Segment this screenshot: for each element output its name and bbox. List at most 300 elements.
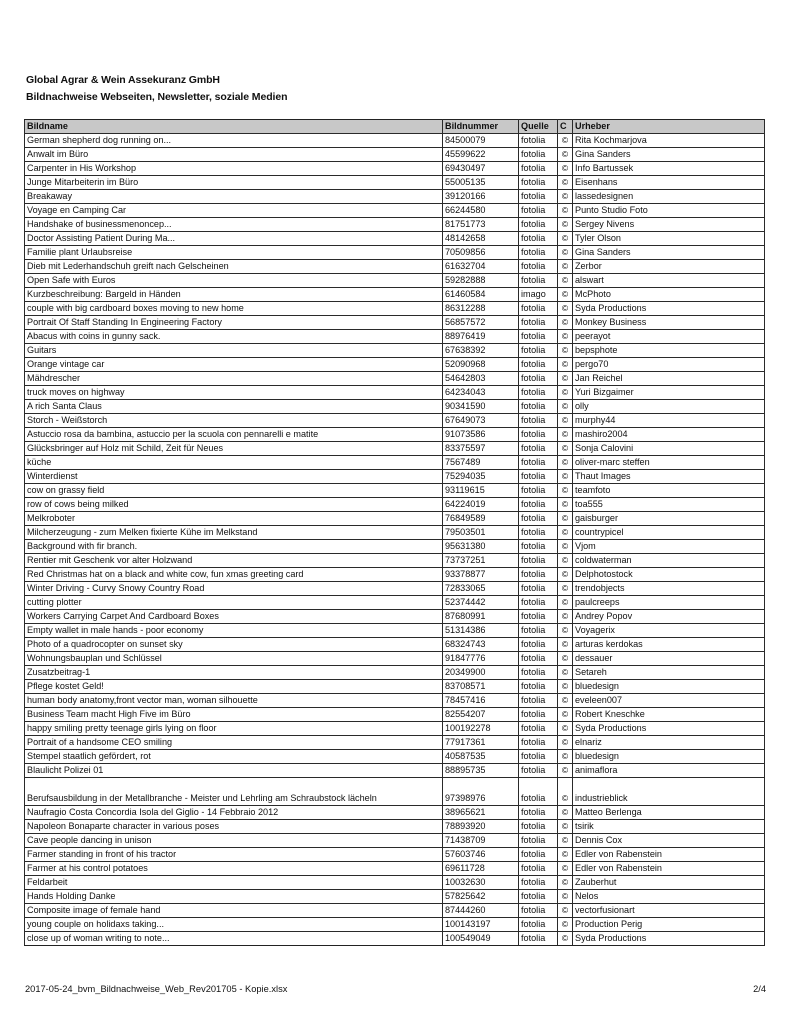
- copyright-icon: ©: [558, 498, 573, 512]
- cell-quelle: fotolia: [519, 330, 558, 344]
- copyright-icon: ©: [558, 260, 573, 274]
- copyright-icon: ©: [558, 806, 573, 820]
- cell-bildnummer: 73737251: [443, 554, 519, 568]
- cell-quelle: fotolia: [519, 302, 558, 316]
- copyright-icon: ©: [558, 820, 573, 834]
- copyright-icon: ©: [558, 484, 573, 498]
- cell-bildname: Hands Holding Danke: [25, 890, 443, 904]
- cell-quelle: fotolia: [519, 722, 558, 736]
- table-row: [25, 400, 765, 414]
- cell-bildname: Voyage en Camping Car: [25, 204, 443, 218]
- table-row: [25, 288, 765, 302]
- table-row: [25, 722, 765, 736]
- cell-urheber: teamfoto: [573, 484, 765, 498]
- cell-urheber: Sonja Calovini: [573, 442, 765, 456]
- table-row: [25, 932, 765, 946]
- cell-bildnummer: 100549049: [443, 932, 519, 946]
- cell-urheber: Nelos: [573, 890, 765, 904]
- copyright-icon: ©: [558, 190, 573, 204]
- cell-bildnummer: 67638392: [443, 344, 519, 358]
- cell-urheber: murphy44: [573, 414, 765, 428]
- copyright-icon: ©: [558, 204, 573, 218]
- cell-bildname: Junge Mitarbeiterin im Büro: [25, 176, 443, 190]
- cell-bildnummer: 10032630: [443, 876, 519, 890]
- cell-bildname: Red Christmas hat on a black and white cow, fun xmas greeting card: [25, 568, 443, 582]
- table-row: [25, 358, 765, 372]
- table-row: [25, 876, 765, 890]
- cell-bildname: Zusatzbeitrag-1: [25, 666, 443, 680]
- copyright-icon: ©: [558, 274, 573, 288]
- cell-bildnummer: 83375597: [443, 442, 519, 456]
- table-row: [25, 386, 765, 400]
- column-header-urheber: Urheber: [573, 120, 765, 134]
- copyright-icon: ©: [558, 232, 573, 246]
- table-row: [25, 806, 765, 820]
- cell-bildname: Stempel staatlich gefördert, rot: [25, 750, 443, 764]
- copyright-icon: ©: [558, 918, 573, 932]
- cell-urheber: vectorfusionart: [573, 904, 765, 918]
- cell-bildnummer: 100192278: [443, 722, 519, 736]
- copyright-icon: ©: [558, 862, 573, 876]
- cell-bildnummer: 78893920: [443, 820, 519, 834]
- cell-urheber: Zauberhut: [573, 876, 765, 890]
- cell-bildnummer: 59282888: [443, 274, 519, 288]
- cell-urheber: Matteo Berlenga: [573, 806, 765, 820]
- copyright-icon: ©: [558, 358, 573, 372]
- copyright-icon: ©: [558, 736, 573, 750]
- cell-quelle: fotolia: [519, 890, 558, 904]
- cell-quelle: fotolia: [519, 750, 558, 764]
- cell-bildname: Empty wallet in male hands - poor economy: [25, 624, 443, 638]
- copyright-icon: ©: [558, 428, 573, 442]
- cell-quelle: fotolia: [519, 344, 558, 358]
- cell-bildnummer: 77917361: [443, 736, 519, 750]
- copyright-icon: ©: [558, 876, 573, 890]
- cell-bildnummer: 91073586: [443, 428, 519, 442]
- cell-bildname: Dieb mit Lederhandschuh greift nach Gelscheinen: [25, 260, 443, 274]
- table-row: [25, 736, 765, 750]
- cell-quelle: fotolia: [519, 694, 558, 708]
- cell-urheber: paulcreeps: [573, 596, 765, 610]
- cell-urheber: Eisenhans: [573, 176, 765, 190]
- cell-bildname: Napoleon Bonaparte character in various poses: [25, 820, 443, 834]
- copyright-icon: ©: [558, 218, 573, 232]
- copyright-icon: ©: [558, 834, 573, 848]
- cell-bildnummer: 69430497: [443, 162, 519, 176]
- cell-urheber: Setareh: [573, 666, 765, 680]
- cell-quelle: fotolia: [519, 904, 558, 918]
- copyright-icon: ©: [558, 932, 573, 946]
- table-row: [25, 470, 765, 484]
- cell-urheber: Rita Kochmarjova: [573, 134, 765, 148]
- table-row: [25, 624, 765, 638]
- cell-quelle: fotolia: [519, 386, 558, 400]
- table-row: [25, 918, 765, 932]
- table-row: [25, 862, 765, 876]
- cell-urheber: Syda Productions: [573, 932, 765, 946]
- cell-bildnummer: 56857572: [443, 316, 519, 330]
- cell-urheber: Monkey Business: [573, 316, 765, 330]
- cell-bildnummer: 20349900: [443, 666, 519, 680]
- cell-bildname: human body anatomy,front vector man, woman silhouette: [25, 694, 443, 708]
- cell-quelle: fotolia: [519, 484, 558, 498]
- cell-quelle: fotolia: [519, 862, 558, 876]
- table-row: [25, 148, 765, 162]
- column-header-bildname: Bildname: [25, 120, 443, 134]
- cell-bildname: Wohnungsbauplan und Schlüssel: [25, 652, 443, 666]
- cell-quelle: fotolia: [519, 274, 558, 288]
- cell-bildnummer: 40587535: [443, 750, 519, 764]
- cell-bildname: Storch - Weißstorch: [25, 414, 443, 428]
- cell-bildname: Pflege kostet Geld!: [25, 680, 443, 694]
- cell-quelle: fotolia: [519, 372, 558, 386]
- table-row: [25, 414, 765, 428]
- table-row: [25, 638, 765, 652]
- cell-bildname: Kurzbeschreibung: Bargeld in Händen: [25, 288, 443, 302]
- cell-urheber: elnariz: [573, 736, 765, 750]
- cell-bildnummer: 84500079: [443, 134, 519, 148]
- cell-quelle: fotolia: [519, 652, 558, 666]
- cell-bildname: Composite image of female hand: [25, 904, 443, 918]
- cell-quelle: fotolia: [519, 764, 558, 778]
- cell-quelle: fotolia: [519, 610, 558, 624]
- copyright-icon: ©: [558, 372, 573, 386]
- copyright-icon: ©: [558, 456, 573, 470]
- cell-quelle: fotolia: [519, 876, 558, 890]
- cell-bildnummer: 87680991: [443, 610, 519, 624]
- cell-quelle: fotolia: [519, 470, 558, 484]
- table-row: [25, 750, 765, 764]
- cell-bildnummer: 100143197: [443, 918, 519, 932]
- cell-bildname: Milcherzeugung - zum Melken fixierte Kühe im Melkstand: [25, 526, 443, 540]
- cell-urheber: eveleen007: [573, 694, 765, 708]
- cell-urheber: olly: [573, 400, 765, 414]
- table-row: [25, 330, 765, 344]
- cell-urheber: bluedesign: [573, 750, 765, 764]
- column-header-bildnummer: Bildnummer: [443, 120, 519, 134]
- table-row: [25, 652, 765, 666]
- cell-quelle: fotolia: [519, 582, 558, 596]
- cell-urheber: bepsphote: [573, 344, 765, 358]
- cell-bildnummer: 64234043: [443, 386, 519, 400]
- cell-bildname: Portrait of a handsome CEO smiling: [25, 736, 443, 750]
- cell-bildnummer: 95631380: [443, 540, 519, 554]
- cell-bildname: German shepherd dog running on...: [25, 134, 443, 148]
- cell-bildnummer: 52090968: [443, 358, 519, 372]
- cell-bildname: Rentier mit Geschenk vor alter Holzwand: [25, 554, 443, 568]
- cell-bildname: cow on grassy field: [25, 484, 443, 498]
- cell-bildname: Feldarbeit: [25, 876, 443, 890]
- table-row: [25, 708, 765, 722]
- cell-bildname: Guitars: [25, 344, 443, 358]
- table-row: [25, 568, 765, 582]
- cell-bildnummer: 57603746: [443, 848, 519, 862]
- cell-quelle: fotolia: [519, 260, 558, 274]
- cell-urheber: Robert Kneschke: [573, 708, 765, 722]
- cell-urheber: toa555: [573, 498, 765, 512]
- cell-bildnummer: 61632704: [443, 260, 519, 274]
- cell-quelle: fotolia: [519, 708, 558, 722]
- cell-quelle: fotolia: [519, 526, 558, 540]
- cell-bildname: Mähdrescher: [25, 372, 443, 386]
- cell-bildname: A rich Santa Claus: [25, 400, 443, 414]
- table-row: [25, 456, 765, 470]
- cell-urheber: Jan Reichel: [573, 372, 765, 386]
- copyright-icon: ©: [558, 722, 573, 736]
- copyright-icon: ©: [558, 568, 573, 582]
- cell-bildname: cutting plotter: [25, 596, 443, 610]
- cell-urheber: Delphotostock: [573, 568, 765, 582]
- cell-bildnummer: 69611728: [443, 862, 519, 876]
- cell-quelle: fotolia: [519, 680, 558, 694]
- cell-bildname: row of cows being milked: [25, 498, 443, 512]
- image-credits-table: [24, 119, 765, 946]
- copyright-icon: ©: [558, 330, 573, 344]
- copyright-icon: ©: [558, 302, 573, 316]
- copyright-icon: ©: [558, 512, 573, 526]
- cell-bildnummer: 57825642: [443, 890, 519, 904]
- cell-urheber: Syda Productions: [573, 722, 765, 736]
- cell-bildname: close up of woman writing to note...: [25, 932, 443, 946]
- cell-bildnummer: 66244580: [443, 204, 519, 218]
- cell-bildname: Berufsausbildung in der Metallbranche - Meister und Lehrling am Schraubstock lächeln: [25, 778, 443, 806]
- cell-urheber: alswart: [573, 274, 765, 288]
- cell-urheber: Tyler Olson: [573, 232, 765, 246]
- table-row: [25, 134, 765, 148]
- copyright-icon: ©: [558, 316, 573, 330]
- table-row: [25, 820, 765, 834]
- cell-bildname: Blaulicht Polizei 01: [25, 764, 443, 778]
- copyright-icon: ©: [558, 694, 573, 708]
- cell-quelle: fotolia: [519, 848, 558, 862]
- table-row: [25, 428, 765, 442]
- cell-quelle: fotolia: [519, 918, 558, 932]
- cell-bildnummer: 87444260: [443, 904, 519, 918]
- cell-urheber: Info Bartussek: [573, 162, 765, 176]
- table-row: [25, 484, 765, 498]
- cell-bildnummer: 38965621: [443, 806, 519, 820]
- copyright-icon: ©: [558, 288, 573, 302]
- table-row: [25, 498, 765, 512]
- cell-quelle: fotolia: [519, 316, 558, 330]
- cell-bildname: Naufragio Costa Concordia Isola del Giglio - 14 Febbraio 2012: [25, 806, 443, 820]
- cell-bildnummer: 88895735: [443, 764, 519, 778]
- table-row: [25, 834, 765, 848]
- table-row: [25, 190, 765, 204]
- table-row: [25, 596, 765, 610]
- cell-urheber: Voyagerix: [573, 624, 765, 638]
- table-row: [25, 526, 765, 540]
- column-header-copyright: C: [558, 120, 573, 134]
- cell-urheber: trendobjects: [573, 582, 765, 596]
- copyright-icon: ©: [558, 680, 573, 694]
- company-title: Global Agrar & Wein Assekuranz GmbH: [26, 74, 220, 86]
- cell-bildnummer: 88976419: [443, 330, 519, 344]
- cell-bildnummer: 54642803: [443, 372, 519, 386]
- copyright-icon: ©: [558, 540, 573, 554]
- table-body: [25, 134, 765, 946]
- cell-bildname: Winterdienst: [25, 470, 443, 484]
- cell-urheber: Edler von Rabenstein: [573, 862, 765, 876]
- copyright-icon: ©: [558, 148, 573, 162]
- table-row: [25, 176, 765, 190]
- table-row: [25, 344, 765, 358]
- copyright-icon: ©: [558, 750, 573, 764]
- cell-bildname: happy smiling pretty teenage girls lying on floor: [25, 722, 443, 736]
- cell-urheber: coldwaterman: [573, 554, 765, 568]
- cell-urheber: Sergey Nivens: [573, 218, 765, 232]
- copyright-icon: ©: [558, 596, 573, 610]
- cell-quelle: fotolia: [519, 176, 558, 190]
- document-subtitle: Bildnachweise Webseiten, Newsletter, soziale Medien: [26, 91, 288, 103]
- table-row: [25, 890, 765, 904]
- cell-bildname: Melkroboter: [25, 512, 443, 526]
- footer-filename: 2017-05-24_bvm_Bildnachweise_Web_Rev201705 - Kopie.xlsx: [25, 984, 288, 994]
- copyright-icon: ©: [558, 638, 573, 652]
- cell-bildnummer: 67649073: [443, 414, 519, 428]
- cell-quelle: fotolia: [519, 512, 558, 526]
- table-row: [25, 904, 765, 918]
- cell-urheber: pergo70: [573, 358, 765, 372]
- cell-bildname: Open Safe with Euros: [25, 274, 443, 288]
- table-row: [25, 442, 765, 456]
- cell-bildnummer: 81751773: [443, 218, 519, 232]
- table-row: [25, 610, 765, 624]
- cell-bildnummer: 48142658: [443, 232, 519, 246]
- cell-urheber: bluedesign: [573, 680, 765, 694]
- copyright-icon: ©: [558, 442, 573, 456]
- cell-bildnummer: 45599622: [443, 148, 519, 162]
- cell-quelle: fotolia: [519, 148, 558, 162]
- cell-bildname: Familie plant Urlaubsreise: [25, 246, 443, 260]
- copyright-icon: ©: [558, 582, 573, 596]
- cell-quelle: fotolia: [519, 932, 558, 946]
- cell-bildnummer: 52374442: [443, 596, 519, 610]
- table-row: [25, 666, 765, 680]
- cell-urheber: Punto Studio Foto: [573, 204, 765, 218]
- cell-urheber: dessauer: [573, 652, 765, 666]
- footer-page-number: 2/4: [753, 984, 766, 994]
- cell-bildnummer: 64224019: [443, 498, 519, 512]
- cell-quelle: fotolia: [519, 190, 558, 204]
- cell-bildnummer: 7567489: [443, 456, 519, 470]
- cell-urheber: mashiro2004: [573, 428, 765, 442]
- cell-bildname: Portrait Of Staff Standing In Engineering Factory: [25, 316, 443, 330]
- copyright-icon: ©: [558, 386, 573, 400]
- cell-bildnummer: 90341590: [443, 400, 519, 414]
- copyright-icon: ©: [558, 848, 573, 862]
- cell-quelle: fotolia: [519, 638, 558, 652]
- cell-bildname: Breakaway: [25, 190, 443, 204]
- cell-quelle: fotolia: [519, 596, 558, 610]
- table-row: [25, 778, 765, 806]
- copyright-icon: ©: [558, 526, 573, 540]
- cell-bildnummer: 51314386: [443, 624, 519, 638]
- cell-quelle: fotolia: [519, 666, 558, 680]
- cell-quelle: fotolia: [519, 428, 558, 442]
- cell-bildname: küche: [25, 456, 443, 470]
- cell-bildnummer: 82554207: [443, 708, 519, 722]
- cell-bildnummer: 93119615: [443, 484, 519, 498]
- cell-urheber: Dennis Cox: [573, 834, 765, 848]
- copyright-icon: ©: [558, 470, 573, 484]
- copyright-icon: ©: [558, 246, 573, 260]
- cell-bildname: Business Team macht High Five im Büro: [25, 708, 443, 722]
- table-header-row: [25, 120, 765, 134]
- cell-bildnummer: 75294035: [443, 470, 519, 484]
- column-header-quelle: Quelle: [519, 120, 558, 134]
- cell-urheber: Gina Sanders: [573, 246, 765, 260]
- cell-bildnummer: 79503501: [443, 526, 519, 540]
- cell-urheber: Edler von Rabenstein: [573, 848, 765, 862]
- table-row: [25, 274, 765, 288]
- cell-bildnummer: 76849589: [443, 512, 519, 526]
- cell-urheber: Production Perig: [573, 918, 765, 932]
- copyright-icon: ©: [558, 652, 573, 666]
- cell-quelle: fotolia: [519, 414, 558, 428]
- cell-bildname: Carpenter in His Workshop: [25, 162, 443, 176]
- copyright-icon: ©: [558, 400, 573, 414]
- cell-quelle: fotolia: [519, 540, 558, 554]
- copyright-icon: ©: [558, 764, 573, 778]
- cell-quelle: fotolia: [519, 456, 558, 470]
- cell-bildname: Abacus with coins in gunny sack.: [25, 330, 443, 344]
- copyright-icon: ©: [558, 904, 573, 918]
- table-row: [25, 260, 765, 274]
- cell-bildnummer: 61460584: [443, 288, 519, 302]
- cell-urheber: tsirik: [573, 820, 765, 834]
- cell-quelle: fotolia: [519, 820, 558, 834]
- cell-quelle: fotolia: [519, 218, 558, 232]
- copyright-icon: ©: [558, 414, 573, 428]
- cell-bildname: Orange vintage car: [25, 358, 443, 372]
- cell-urheber: countrypicel: [573, 526, 765, 540]
- table-row: [25, 232, 765, 246]
- copyright-icon: ©: [558, 554, 573, 568]
- table-row: [25, 302, 765, 316]
- cell-urheber: arturas kerdokas: [573, 638, 765, 652]
- cell-bildname: Astuccio rosa da bambina, astuccio per la scuola con pennarelli e matite: [25, 428, 443, 442]
- table-row: [25, 512, 765, 526]
- cell-quelle: fotolia: [519, 498, 558, 512]
- cell-bildnummer: 55005135: [443, 176, 519, 190]
- cell-bildname: Farmer at his control potatoes: [25, 862, 443, 876]
- cell-urheber: animaflora: [573, 764, 765, 778]
- cell-urheber: Yuri Bizgaimer: [573, 386, 765, 400]
- cell-urheber: oliver-marc steffen: [573, 456, 765, 470]
- table-row: [25, 316, 765, 330]
- table-row: [25, 162, 765, 176]
- cell-bildnummer: 97398976: [443, 778, 519, 806]
- copyright-icon: ©: [558, 176, 573, 190]
- cell-quelle: fotolia: [519, 204, 558, 218]
- cell-urheber: gaisburger: [573, 512, 765, 526]
- copyright-icon: ©: [558, 666, 573, 680]
- copyright-icon: ©: [558, 778, 573, 806]
- cell-quelle: fotolia: [519, 736, 558, 750]
- cell-quelle: imago: [519, 288, 558, 302]
- copyright-icon: ©: [558, 708, 573, 722]
- copyright-icon: ©: [558, 624, 573, 638]
- cell-bildnummer: 83708571: [443, 680, 519, 694]
- cell-bildnummer: 70509856: [443, 246, 519, 260]
- cell-quelle: fotolia: [519, 806, 558, 820]
- cell-bildname: Farmer standing in front of his tractor: [25, 848, 443, 862]
- table-row: [25, 540, 765, 554]
- cell-bildname: Handshake of businessmenoncep...: [25, 218, 443, 232]
- cell-urheber: Syda Productions: [573, 302, 765, 316]
- cell-bildname: couple with big cardboard boxes moving to new home: [25, 302, 443, 316]
